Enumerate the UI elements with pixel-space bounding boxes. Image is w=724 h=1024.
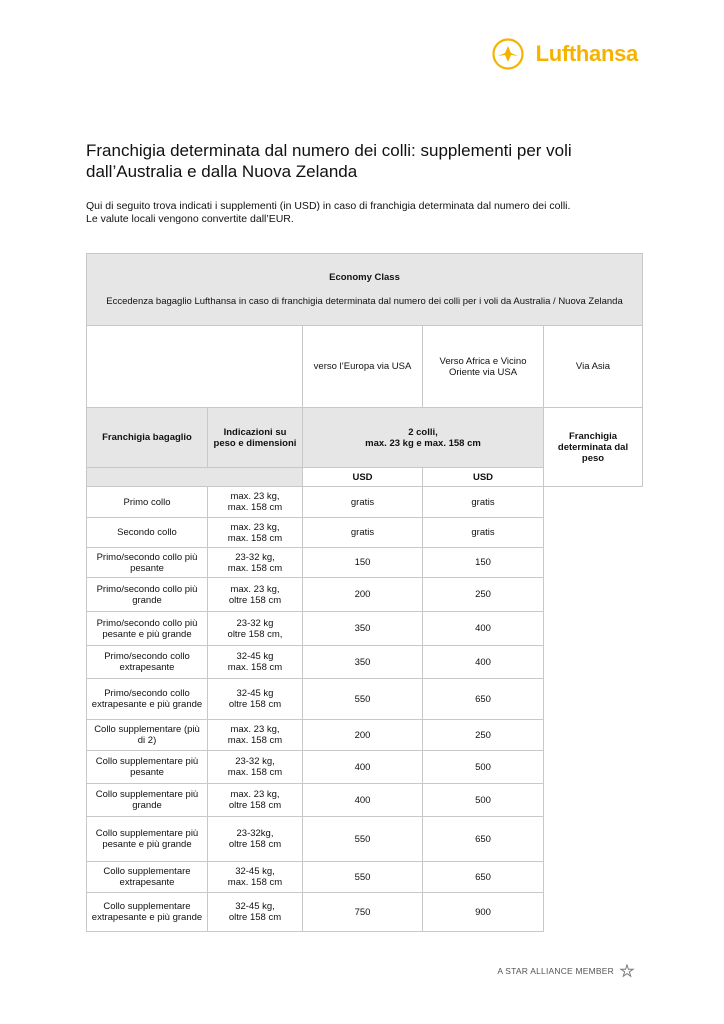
row-fee-europe: 200 bbox=[303, 720, 423, 751]
allowance-header bbox=[303, 408, 544, 468]
table-row bbox=[87, 893, 643, 932]
row-label: Collo supplementare (più di 2) bbox=[87, 720, 208, 751]
table-row bbox=[87, 720, 643, 751]
row-label: Primo/secondo collo più grande bbox=[87, 578, 208, 612]
col-franchigia-header: Franchigia bagaglio bbox=[87, 408, 208, 468]
row-label: Primo/secondo collo più pesante e più grande bbox=[87, 612, 208, 646]
table-row bbox=[87, 646, 643, 679]
col-indicazioni-header: Indicazioni su peso e dimensioni bbox=[208, 408, 303, 468]
row-label: Collo supplementare più grande bbox=[87, 784, 208, 817]
row-label: Collo supplementare extrapesante bbox=[87, 862, 208, 893]
table-row bbox=[87, 612, 643, 646]
row-spec: 23-32 kg, max. 158 cm bbox=[208, 751, 303, 784]
row-fee-africa: 650 bbox=[423, 817, 544, 862]
row-fee-europe: 200 bbox=[303, 578, 423, 612]
class-title: Economy Class bbox=[329, 272, 400, 283]
row-spec: 32-45 kg max. 158 cm bbox=[208, 646, 303, 679]
asia-note: Franchigia determinata dal peso bbox=[544, 408, 643, 487]
row-fee-africa: 500 bbox=[423, 784, 544, 817]
table-row bbox=[87, 548, 643, 578]
route-africa: Verso Africa e Vicino Oriente via USA bbox=[423, 326, 544, 408]
row-label: Primo/secondo collo extrapesante e più grande bbox=[87, 679, 208, 720]
class-description: Eccedenza bagaglio Lufthansa in caso di franchigia determinata dal numero dei colli per i voli da Australia / Nuova Zelanda bbox=[106, 296, 623, 307]
column-header-row bbox=[87, 408, 643, 468]
row-fee-europe: gratis bbox=[303, 487, 423, 518]
class-header-cell bbox=[87, 254, 643, 326]
row-fee-africa: 400 bbox=[423, 646, 544, 679]
row-fee-europe: 150 bbox=[303, 548, 423, 578]
row-label: Collo supplementare più pesante e più grande bbox=[87, 817, 208, 862]
currency-label: USD bbox=[423, 468, 544, 487]
row-fee-africa: 650 bbox=[423, 862, 544, 893]
fee-table bbox=[86, 253, 643, 932]
table-row bbox=[87, 751, 643, 784]
lufthansa-logo bbox=[492, 38, 638, 70]
footer bbox=[497, 964, 636, 978]
row-spec: max. 23 kg, max. 158 cm bbox=[208, 487, 303, 518]
row-fee-africa: gratis bbox=[423, 487, 544, 518]
crane-logo-icon bbox=[492, 38, 524, 70]
row-fee-europe: 400 bbox=[303, 751, 423, 784]
empty-cell bbox=[87, 326, 303, 408]
row-fee-africa: gratis bbox=[423, 518, 544, 548]
row-spec: max. 23 kg, max. 158 cm bbox=[208, 720, 303, 751]
row-label: Collo supplementare extrapesante e più grande bbox=[87, 893, 208, 932]
row-fee-africa: 900 bbox=[423, 893, 544, 932]
row-fee-africa: 250 bbox=[423, 578, 544, 612]
row-label: Primo/secondo collo extrapesante bbox=[87, 646, 208, 679]
empty-cell bbox=[87, 468, 303, 487]
row-spec: 32-45 kg, oltre 158 cm bbox=[208, 893, 303, 932]
brand-name: Lufthansa bbox=[535, 41, 638, 66]
row-label: Primo/secondo collo più pesante bbox=[87, 548, 208, 578]
row-spec: max. 23 kg, max. 158 cm bbox=[208, 518, 303, 548]
intro-text bbox=[86, 200, 570, 226]
table-row bbox=[87, 487, 643, 518]
route-europe: verso l’Europa via USA bbox=[303, 326, 423, 408]
page-title: Franchigia determinata dal numero dei colli: supplementi per voli dall’Australia e dalla Nuova Zelanda bbox=[86, 141, 572, 181]
row-spec: 23-32kg, oltre 158 cm bbox=[208, 817, 303, 862]
fee-rows bbox=[87, 487, 643, 932]
row-spec: max. 23 kg, oltre 158 cm bbox=[208, 578, 303, 612]
row-spec: 23-32 kg, max. 158 cm bbox=[208, 548, 303, 578]
row-fee-europe: 350 bbox=[303, 612, 423, 646]
row-fee-europe: 550 bbox=[303, 862, 423, 893]
currency-label: USD bbox=[303, 468, 423, 487]
row-fee-africa: 150 bbox=[423, 548, 544, 578]
intro-line: Qui di seguito trova indicati i supplementi (in USD) in caso di franchigia determinata dal numero dei colli. bbox=[86, 200, 571, 212]
row-label: Secondo collo bbox=[87, 518, 208, 548]
footer-text: A STAR ALLIANCE MEMBER bbox=[497, 966, 614, 976]
table-row bbox=[87, 518, 643, 548]
row-label: Primo collo bbox=[87, 487, 208, 518]
row-fee-europe: 400 bbox=[303, 784, 423, 817]
row-fee-africa: 250 bbox=[423, 720, 544, 751]
allowance-line: 2 colli, bbox=[408, 426, 438, 438]
row-spec: 23-32 kg oltre 158 cm, bbox=[208, 612, 303, 646]
class-header-row bbox=[87, 254, 643, 326]
row-fee-africa: 400 bbox=[423, 612, 544, 646]
row-fee-europe: 750 bbox=[303, 893, 423, 932]
table-row bbox=[87, 578, 643, 612]
intro-line: Le valute locali vengono convertite dall’EUR. bbox=[86, 213, 294, 225]
row-fee-europe: 550 bbox=[303, 817, 423, 862]
route-asia: Via Asia bbox=[544, 326, 643, 408]
table-row bbox=[87, 817, 643, 862]
table-row bbox=[87, 784, 643, 817]
row-label: Collo supplementare più pesante bbox=[87, 751, 208, 784]
row-fee-europe: 550 bbox=[303, 679, 423, 720]
allowance-line: max. 23 kg e max. 158 cm bbox=[365, 437, 481, 449]
row-fee-africa: 500 bbox=[423, 751, 544, 784]
star-alliance-icon bbox=[618, 964, 636, 978]
routes-row bbox=[87, 326, 643, 408]
row-spec: 32-45 kg oltre 158 cm bbox=[208, 679, 303, 720]
row-spec: max. 23 kg, oltre 158 cm bbox=[208, 784, 303, 817]
row-fee-europe: gratis bbox=[303, 518, 423, 548]
table-row bbox=[87, 862, 643, 893]
row-spec: 32-45 kg, max. 158 cm bbox=[208, 862, 303, 893]
row-fee-africa: 650 bbox=[423, 679, 544, 720]
row-fee-europe: 350 bbox=[303, 646, 423, 679]
table-row bbox=[87, 679, 643, 720]
